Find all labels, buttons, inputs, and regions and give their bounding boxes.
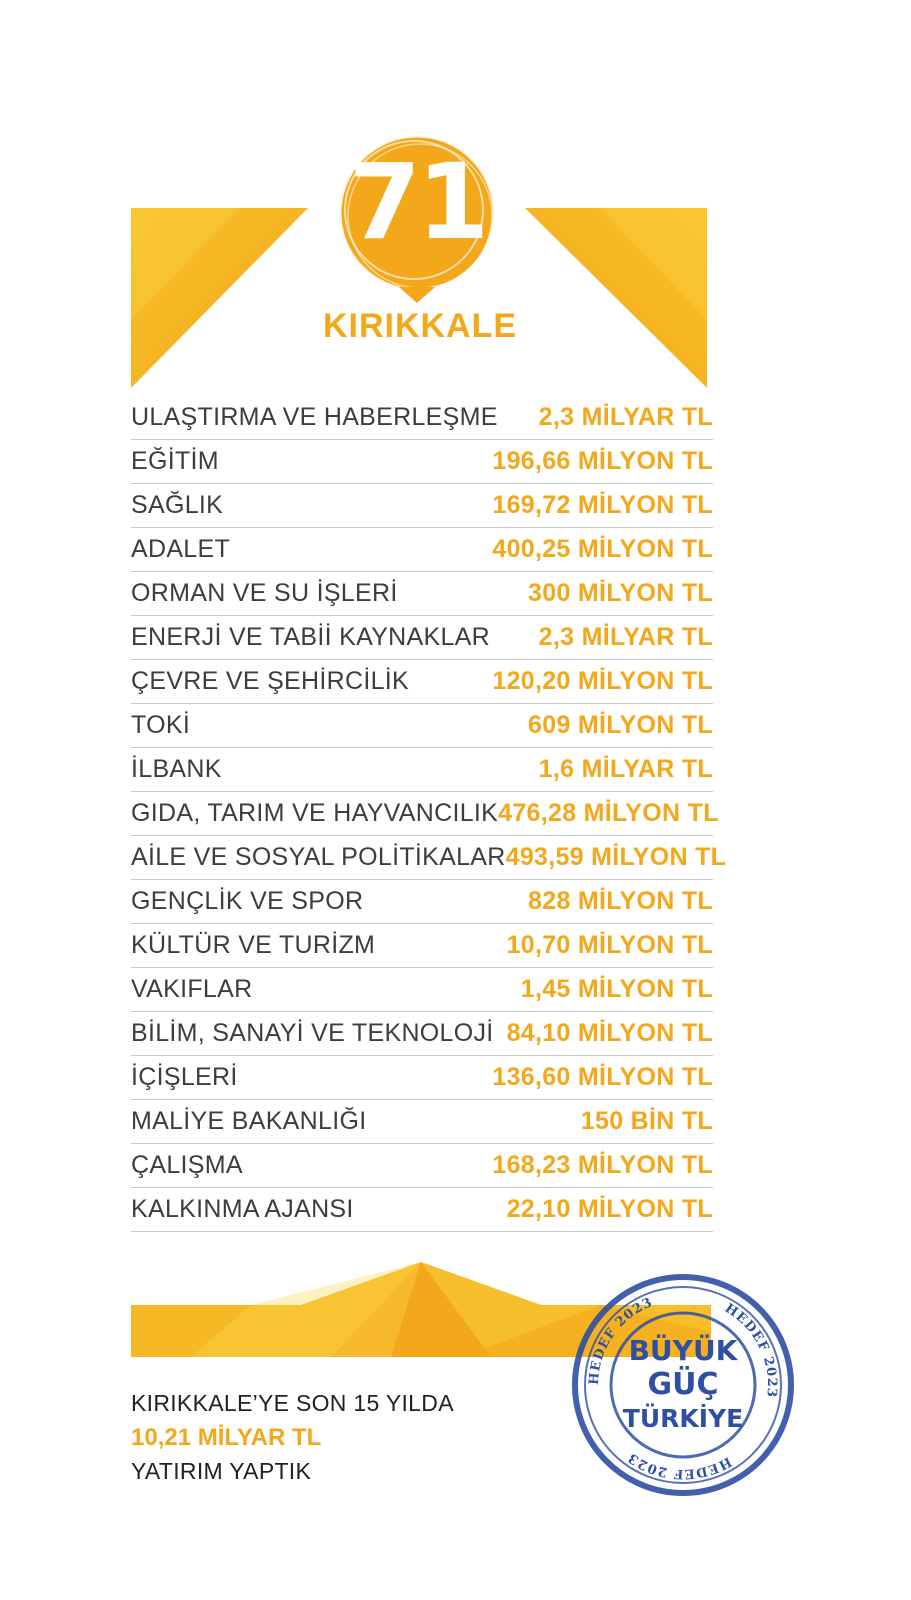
stamp-ring-text-1: HEDEF 2023 <box>586 1294 656 1386</box>
sector-label: TOKİ <box>131 711 191 739</box>
sector-label: ADALET <box>131 535 231 563</box>
stamp-line-1: BÜYÜK <box>628 1334 738 1367</box>
table-row <box>131 792 719 836</box>
table-row <box>131 484 713 528</box>
investment-table <box>131 396 727 1232</box>
investment-amount: 493,59 MİLYON TL <box>505 843 727 871</box>
investment-amount: 22,10 MİLYON TL <box>506 1195 713 1223</box>
investment-amount: 1,45 MİLYON TL <box>520 975 713 1003</box>
sector-label: EĞİTİM <box>131 447 219 475</box>
sector-label: AİLE VE SOSYAL POLİTİKALAR <box>131 843 506 871</box>
sector-label: İLBANK <box>131 755 222 783</box>
sector-label: ÇEVRE VE ŞEHİRCİLİK <box>131 667 410 695</box>
table-row <box>131 616 713 660</box>
stamp-ring-text-3: HEDEF 2023 <box>625 1449 734 1482</box>
table-row <box>131 1012 713 1056</box>
summary-intro: KIRIKKALE’YE SON 15 YILDA <box>131 1390 454 1416</box>
stamp-ring-text-2: HEDEF 2023 <box>721 1301 780 1399</box>
table-row <box>131 396 713 440</box>
sector-label: SAĞLIK <box>131 491 224 519</box>
investment-amount: 2,3 MİLYAR TL <box>538 623 713 651</box>
sector-label: ENERJİ VE TABİİ KAYNAKLAR <box>131 623 491 651</box>
sector-label: KALKINMA AJANSI <box>131 1195 354 1223</box>
investment-amount: 10,70 MİLYON TL <box>506 931 713 959</box>
investment-amount: 400,25 MİLYON TL <box>492 535 713 563</box>
sector-label: ORMAN VE SU İŞLERİ <box>131 579 398 607</box>
table-row <box>131 704 713 748</box>
table-row <box>131 748 713 792</box>
summary-total: 10,21 MİLYAR TL <box>131 1424 322 1451</box>
sector-label: KÜLTÜR VE TURİZM <box>131 931 376 959</box>
stamp-line-3: TÜRKİYE <box>622 1404 744 1433</box>
province-title: KIRIKKALE <box>322 307 518 345</box>
table-row <box>131 1056 713 1100</box>
investment-amount: 168,23 MİLYON TL <box>492 1151 713 1179</box>
sector-label: İÇİŞLERİ <box>131 1063 238 1091</box>
investment-amount: 2,3 MİLYAR TL <box>538 403 713 431</box>
table-row <box>131 836 727 880</box>
table-row <box>131 1100 713 1144</box>
table-row <box>131 1188 713 1232</box>
table-row <box>131 880 713 924</box>
investment-amount: 476,28 MİLYON TL <box>498 799 719 827</box>
table-row <box>131 660 713 704</box>
investment-amount: 609 MİLYON TL <box>528 711 713 739</box>
sector-label: MALİYE BAKANLIĞI <box>131 1107 367 1135</box>
summary <box>131 1390 454 1485</box>
investment-amount: 84,10 MİLYON TL <box>506 1019 713 1047</box>
investment-amount: 150 BİN TL <box>580 1107 713 1135</box>
investment-amount: 136,60 MİLYON TL <box>492 1063 713 1091</box>
sector-label: VAKIFLAR <box>131 975 253 1003</box>
table-row <box>131 1144 713 1188</box>
sector-label: GENÇLİK VE SPOR <box>131 887 364 915</box>
table-row <box>131 440 713 484</box>
investment-amount: 169,72 MİLYON TL <box>492 491 713 519</box>
investment-amount: 1,6 MİLYAR TL <box>538 755 713 783</box>
investment-amount: 828 MİLYON TL <box>528 887 713 915</box>
stamp-line-2: GÜÇ <box>647 1367 719 1402</box>
plate-number: 71 <box>348 141 486 263</box>
sector-label: GIDA, TARIM VE HAYVANCILIK <box>131 799 499 827</box>
table-row <box>131 528 713 572</box>
table-row <box>131 924 713 968</box>
table-row <box>131 572 713 616</box>
investment-amount: 300 MİLYON TL <box>528 579 713 607</box>
investment-amount: 120,20 MİLYON TL <box>492 667 713 695</box>
summary-outro: YATIRIM YAPTIK <box>131 1458 312 1484</box>
table-row <box>131 968 713 1012</box>
sector-label: BİLİM, SANAYİ VE TEKNOLOJİ <box>131 1019 494 1047</box>
investment-amount: 196,66 MİLYON TL <box>492 447 713 475</box>
hedef-2023-stamp <box>568 1270 798 1500</box>
sector-label: ÇALIŞMA <box>131 1151 243 1179</box>
sector-label: ULAŞTIRMA VE HABERLEŞME <box>131 403 498 431</box>
